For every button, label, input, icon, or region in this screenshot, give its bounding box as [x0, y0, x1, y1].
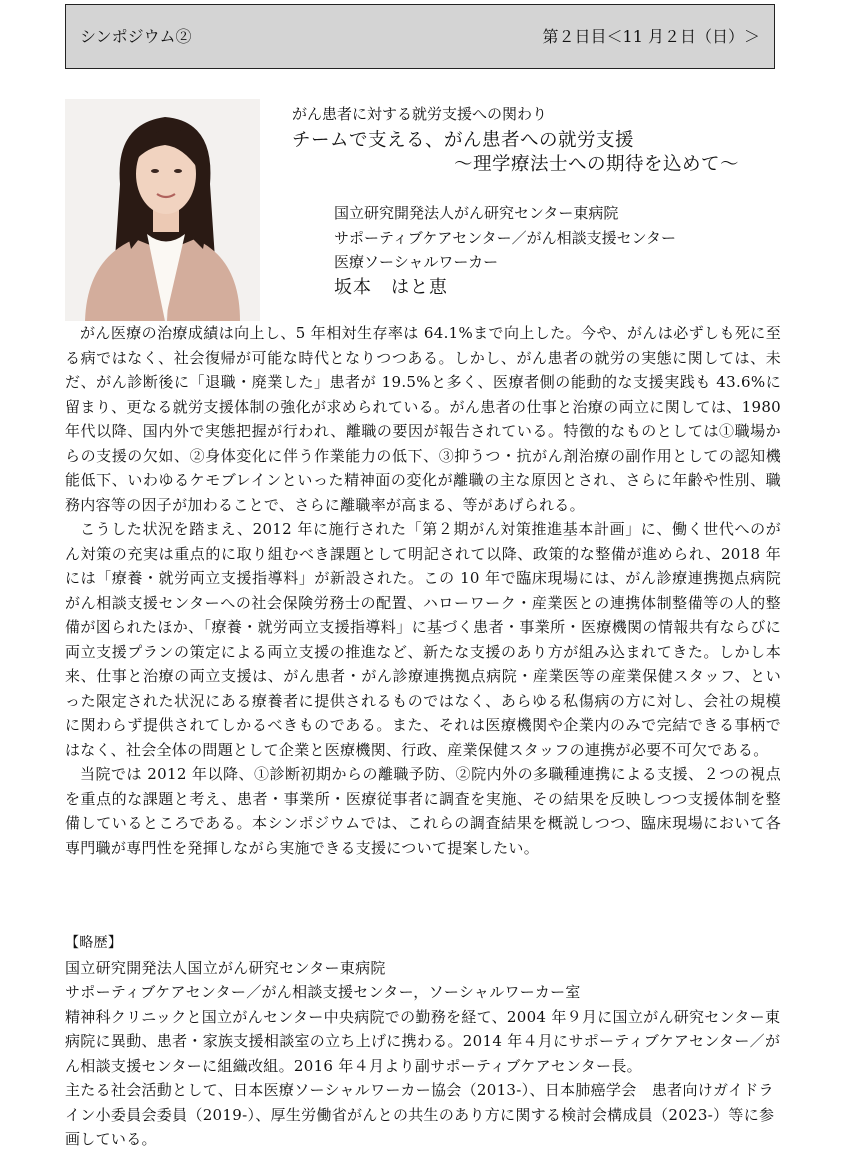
speaker-name: 坂本 はと恵 — [334, 277, 448, 298]
session-label: シンポジウム② — [80, 27, 192, 46]
affiliation-department: サポーティブケアセンター／がん相談支援センター — [334, 229, 677, 247]
abstract-paragraph: こうした状況を踏まえ、2012 年に施行された「第２期がん対策推進基本計画」に、働く世代へのがん対策の充実は重点的に取り組むべき課題として明記されて以降、政策的な整備が進められ、2018 年には「療養・就労両立支援指導料」が新設された。この 10 年で臨床現場には、がん診療連携拠点病院がん相談支援センターへの社会保険労務士の配置、ハローワーク・産業医との連携体制整備等の人的整備が図られたほか、「療養・就労両立支援指導料」に基づく患者・事業所・医療機関の情報共有ならびに両立支援プランの策定による両立支援の推進など、新たな支援のあり方が組み込まれてきた。しかし本来、仕事と治療の両立支援は、がん患者・がん診療連携拠点病院・産業医等の産業保健スタッフ、といった限定された状況にある療養者に提供されるものではなく、あらゆる私傷病の方に対し、会社の規模に関わらず提供されてしかるべきものである。また、それは医療機関や企業内のみで完結できる事柄ではなく、社会全体の問題として企業と医療機関、行政、産業保健スタッフの連携が必要不可欠である。 — [65, 520, 781, 759]
biography-heading: 【略歴】 — [65, 935, 123, 951]
abstract-paragraph: 当院では 2012 年以降、①診断初期からの離職予防、②院内外の多職種連携による支援、２つの視点を重点的な課題と考え、患者・事業所・医療従事者に調査を実施、その結果を反映しつつ支援体制を整備しているところである。本シンポジウムでは、これらの調査結果を概説しつつ、臨床現場において各専門職が専門性を発揮しながら実施できる支援について提案したい。 — [65, 765, 781, 857]
affiliation-institution: 国立研究開発法人がん研究センター東病院 — [334, 204, 619, 222]
speaker-photo — [65, 99, 260, 321]
session-date: 第２日目＜11 月２日（日）＞ — [542, 27, 760, 46]
biography-section — [65, 931, 781, 1152]
session-theme: がん患者に対する就労支援への関わり — [292, 105, 548, 123]
biography-line: 主たる社会活動として、日本医療ソーシャルワーカー協会（2013-）、日本肺癌学会 患者向けガイドライン小委員会委員（2019-）、厚生労働省がんとの共生のあり方に関する検討会構成員（2023-）等に参画している。 — [65, 1081, 775, 1148]
abstract-body — [65, 321, 781, 860]
affiliation-position: 医療ソーシャルワーカー — [334, 253, 499, 271]
abstract-paragraph: がん医療の治療成績は向上し、5 年相対生存率は 64.1%まで向上した。今や、がんは必ずしも死に至る病ではなく、社会復帰が可能な時代となりつつある。しかし、がん患者の就労の実態に関しては、未だ、がん診断後に「退職・廃業した」患者が 19.5%と多く、医療者側の能動的な支援実践も 43.6%に留まり、更なる就労支援体制の強化が求められている。がん患者の仕事と治療の両立に関しては、1980 年代以降、国内外で実態把握が行われ、離職の要因が報告されている。特徴的なものとしては①職場からの支援の欠如、②身体変化に伴う作業能力の低下、③抑うつ・抗がん剤治療の副作用としての認知機能低下、いわゆるケモブレインといった精神面の変化が離職の主な原因とされ、さらに年齢や性別、職務内容等の因子が加わることで、さらに離職率が高まる、等があげられる。 — [65, 324, 781, 514]
biography-line: 国立研究開発法人国立がん研究センター東病院 — [65, 958, 386, 977]
biography-line: 精神科クリニックと国立がんセンター中央病院での勤務を経て、2004 年９月に国立がん研究センター東病院に異動、患者・家族支援相談室の立ち上げに携わる。2014 年４月にサポーティブケアセンター／がん相談支援センターに組織改組。2016 年４月より副サポーティブケアセンター長。 — [65, 1007, 781, 1075]
lecture-subtitle: 〜理学療法士への期待を込めて〜 — [454, 154, 740, 175]
session-header — [65, 4, 775, 69]
lecture-title: チームで支える、がん患者への就労支援 — [292, 130, 635, 151]
biography-line: サポーティブケアセンター／がん相談支援センター，ソーシャルワーカー室 — [65, 983, 581, 1001]
